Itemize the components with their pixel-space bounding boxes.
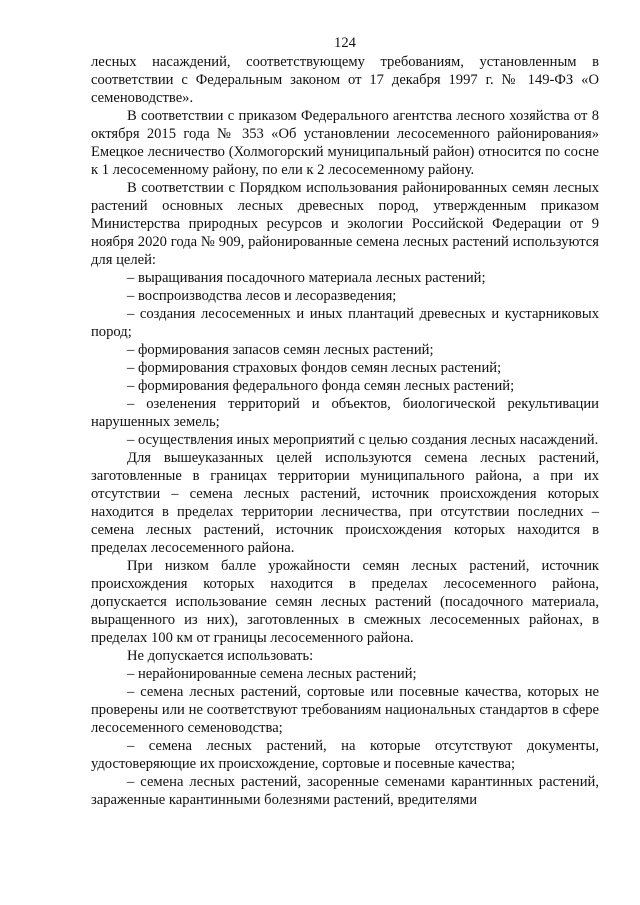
paragraph: В соответствии с Порядком использования районированных семян лесных растений основных лесных древесных пород, утвержденным приказом Министерства природных ресурсов и экологии Российской Федерации от 9 ноября 2020 года № 909, районированные семена лесных растений используются для целей: <box>91 180 599 268</box>
paragraph: Не допускается использовать: <box>127 648 314 664</box>
paragraph: В соответствии с приказом Федерального агентства лесного хозяйства от 8 октября 2015 года № 353 «Об установлении лесосеменного районирования» Емецкое лесничество (Холмогорский муниципальный район) относится по сосне к 1 лесосеменному району, по ели к 2 лесосеменному району. <box>91 108 599 178</box>
page-number: 124 <box>334 35 356 51</box>
list-item: – формирования федерального фонда семян лесных растений; <box>127 378 515 394</box>
list-item: – осуществления иных мероприятий с целью создания лесных насаждений. <box>127 432 599 448</box>
list-item: – семена лесных растений, засоренные семенами карантинных растений, зараженные карантинными болезнями растений, вредителями <box>91 774 599 808</box>
document-body <box>91 53 599 809</box>
paragraph: При низком балле урожайности семян лесных растений, источник происхождения которых находится в пределах лесосеменного района, допускается использование семян лесных растений (посадочного материала, выращенного из них), заготовленных в смежных лесосеменных районах, в пределах 100 км от границы лесосеменного района. <box>91 558 599 646</box>
paragraph: лесных насаждений, соответствующему требованиям, установленным в соответствии с Федеральным законом от 17 декабря 1997 г. № 149-ФЗ «О семеноводстве». <box>91 54 599 106</box>
document-page <box>91 34 599 809</box>
list-item: – нерайонированные семена лесных растений; <box>127 666 417 682</box>
list-item: – семена лесных растений, сортовые или посевные качества, которых не проверены или не соответствуют требованиям национальных стандартов в сфере лесосеменного семеноводства; <box>91 684 599 736</box>
list-item: – выращивания посадочного материала лесных растений; <box>127 270 486 286</box>
list-item: – создания лесосеменных и иных плантаций древесных и кустарниковых пород; <box>91 306 599 340</box>
list-item: – воспроизводства лесов и лесоразведения; <box>127 288 397 304</box>
paragraph: Для вышеуказанных целей используются семена лесных растений, заготовленные в границах территории муниципального района, а при их отсутствии – семена лесных растений, источник происхождения которых находится в пределах территории лесничества, при отсутствии последних – семена лесных растений, источник происхождения которых находится в пределах лесосеменного района. <box>91 450 599 556</box>
list-item: – формирования страховых фондов семян лесных растений; <box>127 360 502 376</box>
list-item: – формирования запасов семян лесных растений; <box>127 342 434 358</box>
list-item: – озеленения территорий и объектов, биологической рекультивации нарушенных земель; <box>91 396 599 430</box>
list-item: – семена лесных растений, на которые отсутствуют документы, удостоверяющие их происхождение, сортовые и посевные качества; <box>91 738 599 772</box>
